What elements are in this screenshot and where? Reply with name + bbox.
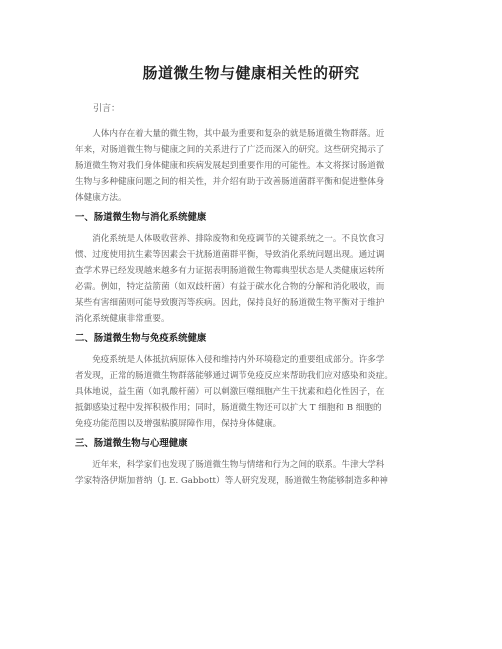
section-heading-digestive: 一、肠道微生物与消化系统健康 <box>75 212 207 223</box>
paragraph-line: 人体内存在着大量的微生物，其中最为重要和复杂的就是肠道微生物群落。近 <box>75 129 385 139</box>
paragraph-line: 生物与多种健康问题之间的相关性，并介绍有助于改善肠道菌群平衡和促进整体身 <box>75 177 385 188</box>
paragraph-line: 消化系统健康非常重要。 <box>75 314 170 325</box>
paragraph-line: 消化系统是人体吸收营养、排除废物和免疫调节的关键系统之一。不良饮食习 <box>75 234 385 244</box>
paragraph-line: 免疫系统是人体抵抗病原体入侵和维持内外环境稳定的重要组成部分。许多学 <box>75 355 385 365</box>
section-heading-mental: 三、肠道微生物与心理健康 <box>75 438 188 449</box>
paragraph-line: 年来，对肠道微生物与健康之间的关系进行了广泛而深入的研究。这些研究揭示了 <box>75 145 385 156</box>
section-paragraph-mental <box>75 457 427 489</box>
paragraph-line: 抵御感染过程中发挥积极作用；同时，肠道微生物还可以扩大 T 细胞和 B 细胞的 <box>75 403 382 414</box>
paragraph-line: 查学术界已经发现越来越多有力证据表明肠道微生物霉典型状态是人类健康运转所 <box>75 266 385 277</box>
intro-paragraph <box>75 126 427 206</box>
paragraph-line: 某些有害细菌则可能导致腹泻等疾病。因此，保持良好的肠道微生物平衡对于维护 <box>75 298 385 309</box>
intro-label: 引言： <box>93 104 121 114</box>
section-paragraph-digestive <box>75 231 427 328</box>
paragraph-line: 惯、过度使用抗生素等因素会干扰肠道菌群平衡，导致消化系统问题出现。通过调 <box>75 250 385 261</box>
section-paragraph-immune <box>75 352 427 432</box>
paragraph-line: 体健康方法。 <box>75 193 127 204</box>
paragraph-line: 学家特洛伊斯加普纳（J. E. Gabbott）等人研究发现，肠道微生物能够制造多种神 <box>75 476 388 487</box>
section-heading-immune: 二、肠道微生物与免疫系统健康 <box>75 333 207 344</box>
paragraph-line: 近年来，科学家们也发现了肠道微生物与情绪和行为之间的联系。牛津大学科 <box>75 460 385 470</box>
paragraph-line: 肠道微生物对我们身体健康和疾病发展起到重要作用的可能性。本文将探讨肠道微 <box>75 161 385 172</box>
document-title: 肠道微生物与健康相关性的研究 <box>142 64 360 82</box>
paragraph-line: 具体地说，益生菌（如乳酸杆菌）可以刺激巨噬细胞产生干扰素和趋化性因子，在 <box>75 387 385 398</box>
paragraph-line: 免疫功能范围以及增强粘膜屏障作用，保持身体健康。 <box>75 419 282 430</box>
paragraph-line: 者发现，正常的肠道微生物群落能够通过调节免疫反应来帮助我们应对感染和炎症。 <box>75 371 393 382</box>
paragraph-line: 必需。例如，特定益箭菌（如双歧杆菌）有益于碳水化合物的分解和消化吸收，而 <box>75 282 385 293</box>
